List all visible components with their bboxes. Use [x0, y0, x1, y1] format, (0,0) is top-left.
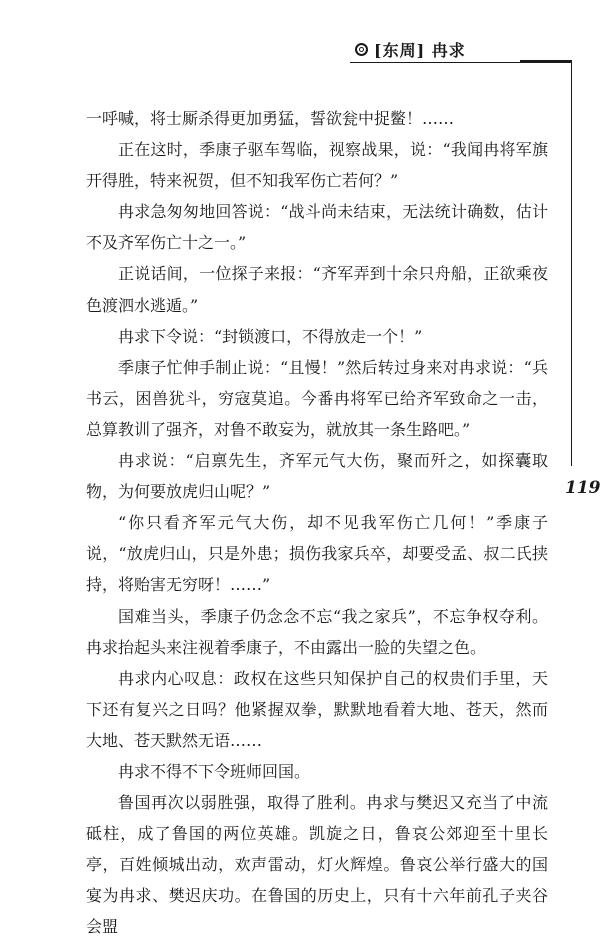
body-text — [86, 103, 548, 943]
paragraph: 季康子忙伸手制止说：“且慢！”然后转过身来对冉求说：“兵书云，困兽犹斗，穷寇莫追。今番冉将军已给齐军致命之一击，总算教训了强齐，对鲁不敢妄为，就放其一条生路吧。” — [86, 357, 548, 439]
paragraph: 一呼喊，将士厮杀得更加勇猛，誓欲瓮中捉鳖！…… — [86, 109, 455, 128]
paragraph: 正在这时，季康子驱车驾临，视察战果，说：“我闻冉将军旗开得胜，特来祝贺，但不知我军伤亡若何？” — [86, 140, 548, 191]
paragraph: 冉求下令说：“封锁渡口，不得放走一个！” — [118, 326, 423, 346]
paragraph: 鲁国再次以弱胜强，取得了胜利。冉求与樊迟又充当了中流砥柱，成了鲁国的两位英雄。凯旋之日，鲁哀公郊迎至十里长亭，百姓倾城出动，欢声雷动，灯火辉煌。鲁哀公举行盛大的国宴为冉求、樊迟庆功。在鲁国的历史上，只有十六年前孔子夹谷会盟 — [86, 793, 548, 937]
side-rule — [571, 62, 572, 466]
paragraph: 冉求内心叹息：政权在这些只知保护自己的权贵们手里，天下还有复兴之日吗？他紧握双拳，默默地看着大地、苍天，然而大地、苍天默然无语…… — [86, 668, 548, 750]
paragraph: 正说话间，一位探子来报：“齐军弄到十余只舟船，正欲乘夜色渡泗水逃遁。” — [86, 264, 548, 315]
running-header — [355, 38, 466, 61]
header-title: [东周] 冉求 — [374, 41, 466, 60]
page-number: 119 — [565, 478, 601, 498]
paragraph: 国难当头，季康子仍念念不忘“我之家兵”，不忘争权夺利。冉求抬起头来注视着季康子，不由露出一脸的失望之色。 — [86, 606, 548, 657]
paragraph: 冉求不得不下令班师回国。 — [118, 761, 311, 781]
header-rule-accent — [520, 60, 572, 63]
paragraph: 冉求说：“启禀先生，齐军元气大伤，聚而歼之，如探囊取物，为何要放虎归山呢？” — [86, 451, 548, 502]
paragraph: “你只看齐军元气大伤，却不见我军伤亡几何！”季康子说，“放虎归山，只是外患；损伤我家兵卒，却要受孟、叔二氏挟持，将贻害无穷呀！……” — [86, 513, 548, 595]
circle-ornament-icon — [355, 43, 368, 56]
paragraph: 冉求急匆匆地回答说：“战斗尚未结束，无法统计确数，估计不及齐军伤亡十之一。” — [86, 202, 548, 253]
